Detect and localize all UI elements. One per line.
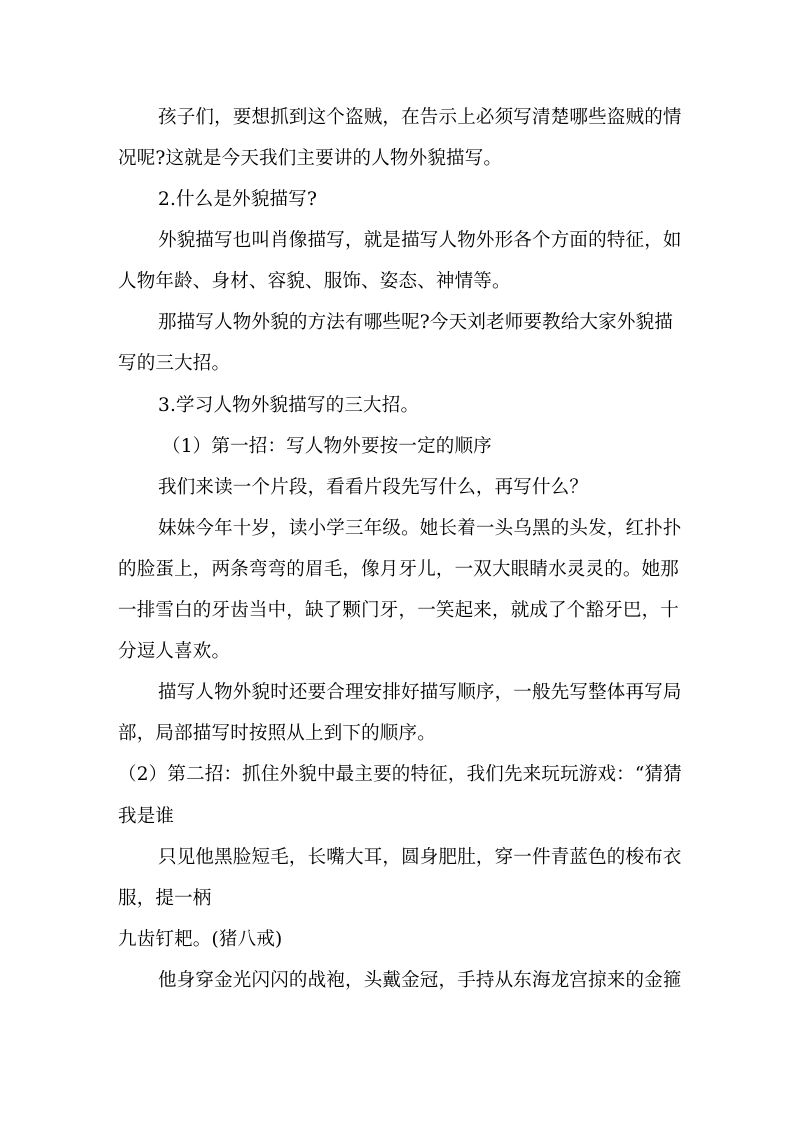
text-line: 只见他黑脸短毛，长嘴大耳，圆身肥肚，穿一件青蓝色的梭布衣: [158, 847, 682, 868]
text-line: 那描写人物外貌的方法有哪些呢?今天刘老师要教给大家外貌描: [158, 312, 674, 333]
text-line: 况呢?这就是今天我们主要讲的人物外貌描写。: [118, 148, 503, 169]
text-line: 的脸蛋上，两条弯弯的眉毛，像月牙儿，一双大眼睛水灵灵的。她那: [118, 559, 680, 580]
text-line: 分逗人喜欢。: [118, 641, 231, 662]
subsection-heading: （2）第二招：抓住外貌中最主要的特征，我们先来玩玩游戏：“猜猜: [118, 764, 682, 785]
text-line: 九齿钉耙。(猪八戒): [118, 929, 283, 950]
subsection-heading: （1）第一招：写人物外要按一定的顺序: [162, 436, 492, 457]
text-line: 妹妹今年十岁，读小学三年级。她长着一头乌黑的头发，红扑扑: [158, 518, 682, 539]
section-heading: 2.什么是外貌描写?: [158, 189, 318, 210]
text-line: 外貌描写也叫肖像描写，就是描写人物外形各个方面的特征，如: [158, 230, 682, 251]
text-line: 写的三大招。: [118, 353, 231, 374]
section-heading: 3.学习人物外貌描写的三大招。: [158, 395, 420, 416]
text-line: 部，局部描写时按照从上到下的顺序。: [118, 723, 436, 744]
text-line: 他身穿金光闪闪的战袍，头戴金冠，手持从东海龙宫掠来的金箍: [158, 970, 682, 991]
text-line: 描写人物外貌时还要合理安排好描写顺序，一般先写整体再写局: [158, 682, 682, 703]
text-line: 孩子们，要想抓到这个盗贼，在告示上必须写清楚哪些盗贼的情: [158, 107, 682, 128]
text-line: 人物年龄、身材、容貌、服饰、姿态、神情等。: [118, 271, 511, 292]
text-line: 一排雪白的牙齿当中，缺了颗门牙，一笑起来，就成了个豁牙巴，十: [118, 600, 680, 621]
text-line: 我是谁: [118, 806, 175, 827]
text-line: 服，提一柄: [118, 888, 212, 909]
text-line: 我们来读一个片段，看看片段先写什么，再写什么？: [158, 477, 589, 498]
